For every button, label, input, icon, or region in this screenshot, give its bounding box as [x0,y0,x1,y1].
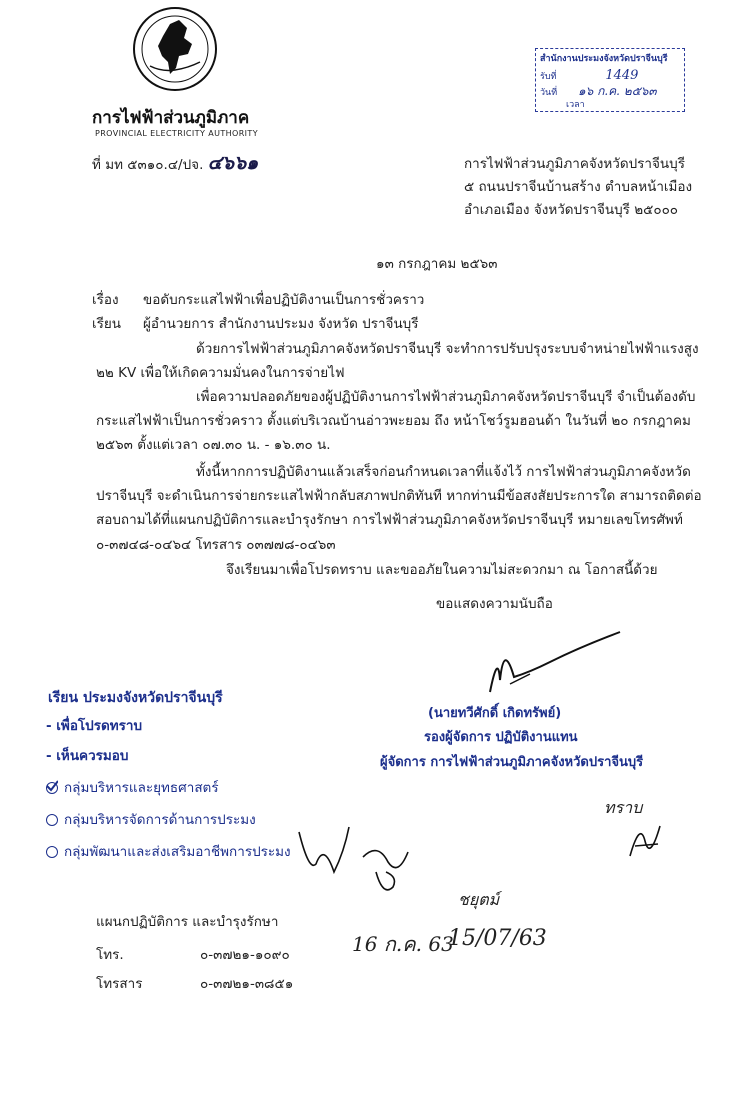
letter-date: ๑๓ กรกฎาคม ๒๕๖๓ [376,256,498,272]
routing-group1-row [46,776,219,798]
stamp-date-row [540,82,657,101]
reference-number: ๔๖๖๑ [207,152,259,174]
regards: ขอแสดงความนับถือ [436,596,553,612]
sender-address-line1: การไฟฟ้าส่วนภูมิภาคจังหวัดปราจีนบุรี [464,156,685,172]
routing-group1: กลุ่มบริหารและยุทธศาสตร์ [64,780,219,796]
footer-fax: ๐-๓๗๒๑-๓๘๕๑ [200,976,294,992]
body-p2-line2: กระแสไฟฟ้าเป็นการชั่วคราว ตั้งแต่บริเวณบ้านอ่าวพะยอม ถึง หน้าโชว์รูมฮอนด้า ในวันที่ ๒๐ กรกฎาคม [96,413,691,429]
routing-option-notify: - เพื่อโปรดทราบ [46,718,143,734]
subject-text: ขอดับกระแสไฟฟ้าเพื่อปฏิบัติงานเป็นการชั่วคราว [143,292,425,308]
initials-scribble-2 [358,832,418,902]
ack-word: ทราบ [604,798,643,817]
routing-group3-row [46,840,291,862]
stamp-date-label: วันที่ [540,88,558,98]
body-p1-line2: ๒๒ KV เพื่อให้เกิดความมั่นคงในการจ่ายไฟ [96,365,345,381]
pea-logo-icon [132,6,218,92]
official-signature [470,622,630,702]
empty-circle-icon [46,846,58,858]
routing-heading: เรียน ประมงจังหวัดปราจีนบุรี [48,690,223,706]
checked-circle-icon [46,782,58,794]
org-name-th: การไฟฟ้าส่วนภูมิภาค [92,108,250,128]
receipt-stamp [535,48,685,112]
closing-sentence: จึงเรียนมาเพื่อโปรดทราบ และขออภัยในความไม่สะดวกมา ณ โอกาสนี้ด้วย [226,562,658,578]
reference-line [92,148,258,178]
org-name-en: PROVINCIAL ELECTRICITY AUTHORITY [95,129,259,138]
subject-label: เรื่อง [92,292,119,308]
handwritten-signature-name: ชยุตม์ [458,890,500,909]
stamp-time-label: เวลา [566,100,585,110]
reference-prefix: ที่ มท ๕๓๑๐.๔/ปจ. [92,157,204,173]
footer-fax-label: โทรสาร [96,976,143,992]
footer-department: แผนกปฏิบัติการ และบำรุงรักษา [96,914,279,930]
signatory-position1: รองผู้จัดการ ปฏิบัติงานแทน [424,730,578,745]
pea-logo [132,6,218,92]
footer-tel-label: โทร. [96,947,124,963]
stamp-date-value: ๑๖ ก.ค. ๒๕๖๓ [578,84,657,98]
routing-group2: กลุ่มบริหารจัดการด้านการประมง [64,812,256,828]
empty-circle-icon [46,814,58,826]
initials-scribble-1 [294,822,354,882]
stamp-received-row [540,68,638,83]
body-p1-line1: ด้วยการไฟฟ้าส่วนภูมิภาคจังหวัดปราจีนบุรี จะทำการปรับปรุงระบบจำหน่ายไฟฟ้าแรงสูง [196,341,699,357]
recipient-text: ผู้อำนวยการ สำนักงานประมง จังหวัด ปราจีนบุรี [143,316,419,332]
body-p2-line3: ๒๕๖๓ ตั้งแต่เวลา ๐๗.๓๐ น. - ๑๖.๓๐ น. [96,437,331,453]
routing-group2-row [46,808,256,830]
sender-address-line2: ๕ ถนนปราจีนบ้านสร้าง ตำบลหน้าเมือง [464,179,693,195]
body-p3-line2: ปราจีนบุรี จะดำเนินการจ่ายกระแสไฟฟ้ากลับสภาพปกติทันที หากท่านมีข้อสงสัยประการใด สามารถติดต่อ [96,488,702,504]
body-p2-line1: เพื่อความปลอดภัยของผู้ปฏิบัติงานการไฟฟ้าส่วนภูมิภาคจังหวัดปราจีนบุรี จำเป็นต้องดับ [196,389,696,405]
handwritten-date-2: 15/07/63 [448,926,547,951]
body-p3-line4: ๐-๓๗๔๘-๐๔๖๔ โทรสาร ๐๓๗๗๘-๐๔๖๓ [96,537,336,553]
signatory-name: (นายทวีศักดิ์ เกิดทรัพย์) [428,706,562,721]
body-p3-line1: ทั้งนี้หากการปฏิบัติงานแล้วเสร็จก่อนกำหนดเวลาที่แจ้งไว้ การไฟฟ้าส่วนภูมิภาคจังหวัด [196,464,691,480]
stamp-received-number: 1449 [605,68,639,83]
checkmark-icon [46,780,58,792]
recipient-label: เรียน [92,316,122,332]
handwritten-date-1: 16 ก.ค. 63 [352,932,454,956]
footer-tel: ๐-๓๗๒๑-๑๐๙๐ [200,947,290,963]
sender-address-line3: อำเภอเมือง จังหวัดปราจีนบุรี ๒๕๐๐๐ [464,202,679,218]
routing-option-assign: - เห็นควรมอบ [46,748,129,764]
routing-group3: กลุ่มพัฒนาและส่งเสริมอาชีพการประมง [64,844,291,860]
stamp-office: สำนักงานประมงจังหวัดปราจีนบุรี [540,54,668,64]
initials-scribble-3 [620,816,670,866]
stamp-received-label: รับที่ [540,72,557,82]
body-p3-line3: สอบถามได้ที่แผนกปฏิบัติการและบำรุงรักษา การไฟฟ้าส่วนภูมิภาคจังหวัดปราจีนบุรี หมายเลขโทรศัพท์ [96,512,683,528]
signatory-position2: ผู้จัดการ การไฟฟ้าส่วนภูมิภาคจังหวัดปราจีนบุรี [380,755,644,770]
